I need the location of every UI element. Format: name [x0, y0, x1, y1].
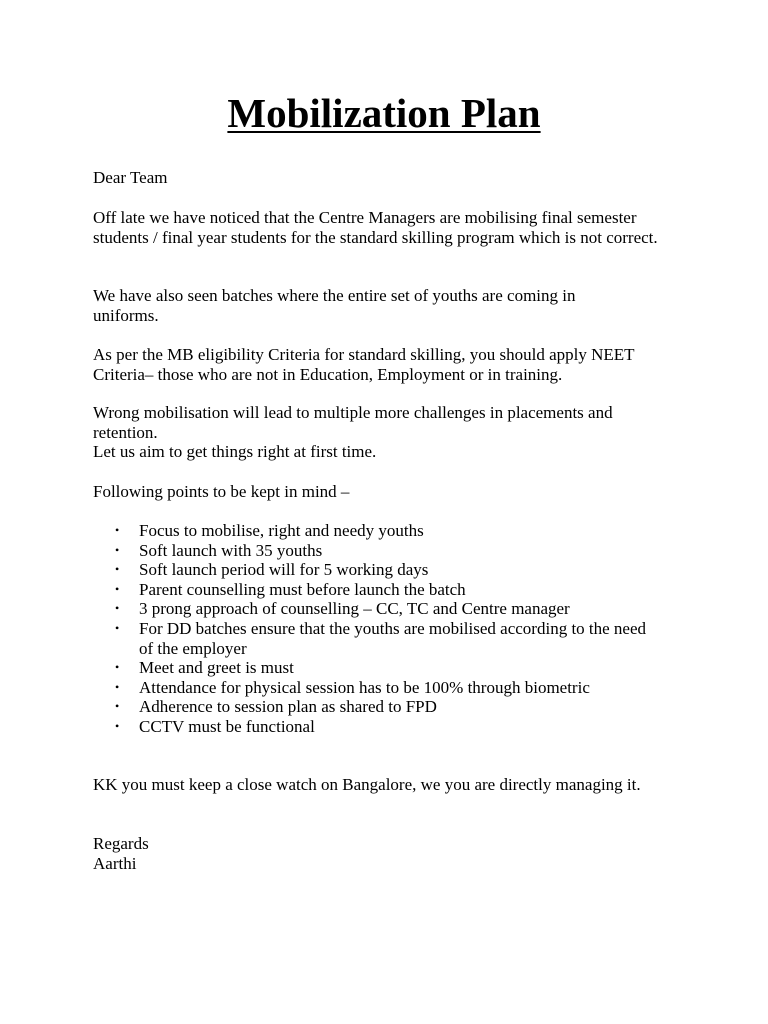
bullet-icon: • [115, 581, 120, 596]
list-item [93, 560, 653, 580]
list-item [93, 619, 653, 658]
paragraph-points-intro: Following points to be kept in mind – [93, 482, 350, 501]
list-item-text: Soft launch period will for 5 working days [139, 560, 429, 580]
list-item [93, 521, 653, 541]
list-item-text: For DD batches ensure that the youths are mobilised according to the need of the employer [139, 618, 647, 658]
bullet-icon: • [115, 523, 120, 537]
list-item-text: Adherence to session plan as shared to FPD [139, 697, 437, 717]
list-item-text: Soft launch with 35 youths [139, 540, 323, 560]
closing-note: KK you must keep a close watch on Bangalore, we you are directly managing it. [93, 775, 641, 794]
list-item [93, 658, 653, 678]
bullet-icon: • [115, 542, 120, 557]
points-list [93, 521, 653, 737]
list-item-text: CCTV must be functional [139, 716, 315, 736]
bullet-icon: • [115, 679, 120, 694]
bullet-icon: • [115, 718, 120, 733]
list-item [93, 599, 653, 619]
signature: Aarthi [93, 854, 137, 873]
list-item [93, 541, 653, 561]
list-item [93, 697, 653, 717]
list-item-text: Focus to mobilise, right and needy youths [139, 521, 424, 540]
paragraph-aim: Let us aim to get things right at first time. [93, 442, 377, 461]
paragraph-wrong-mobilisation: Wrong mobilisation will lead to multiple more challenges in placements and retention. [93, 403, 613, 442]
bullet-icon: • [115, 620, 120, 635]
list-item-text: Parent counselling must before launch the batch [139, 579, 466, 599]
paragraph-centre-managers: Off late we have noticed that the Centre Managers are mobilising final semester students / final year students for the standard skilling program which is not correct. [93, 208, 658, 247]
list-item-text: Attendance for physical session has to be 100% through biometric [139, 677, 590, 697]
bullet-icon: • [115, 699, 120, 714]
greeting: Dear Team [93, 168, 168, 187]
list-item [93, 678, 653, 698]
list-item-text: 3 prong approach of counselling – CC, TC and Centre manager [139, 599, 570, 619]
signoff: Regards [93, 834, 149, 853]
bullet-icon: • [115, 601, 120, 616]
paragraph-neet-criteria: As per the MB eligibility Criteria for standard skilling, you should apply NEET Criteria– those who are not in Education, Employment or in training. [93, 345, 635, 384]
list-item-text: Meet and greet is must [139, 658, 294, 678]
document-title-text: Mobilization Plan [227, 90, 541, 136]
paragraph-uniforms: We have also seen batches where the entire set of youths are coming in uniforms. [93, 286, 576, 325]
list-item [93, 580, 653, 600]
bullet-icon: • [115, 660, 120, 675]
list-item [93, 717, 653, 737]
document-title [0, 88, 768, 138]
bullet-icon: • [115, 562, 120, 577]
